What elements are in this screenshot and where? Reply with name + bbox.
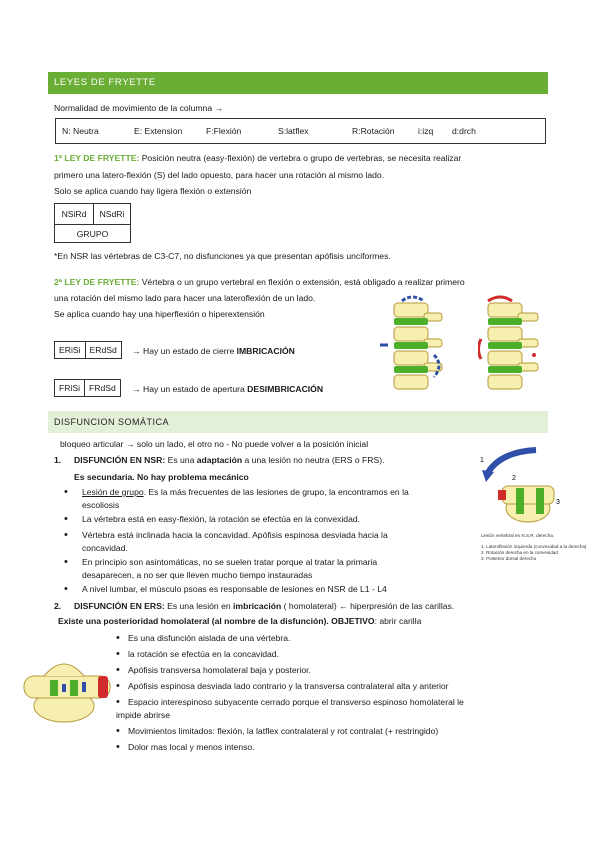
box-cell: FRdSd (89, 383, 116, 393)
legend-item: F:Flexión (206, 126, 242, 136)
figure-label-2: 2 (512, 475, 516, 482)
nsr-bullet-4: En principio son asintomáticas, no se suelen tratar porque al tratar la primaria (82, 557, 378, 567)
bullet-dot: • (64, 556, 68, 568)
row-bold: DESIMBRICACIÓN (247, 384, 324, 394)
normalidad-text: Normalidad de movimiento de la columna → (54, 103, 224, 113)
ers-vertebra-figure (14, 632, 122, 728)
bullet-dot: • (64, 513, 68, 525)
ley2-title: 2ª LEY DE FRYETTE: (54, 277, 140, 287)
bullet-dot: • (116, 741, 120, 753)
nsr-text: Es una (165, 455, 197, 465)
box-cell: ERiSi (55, 342, 86, 358)
grupo-cell: NSiRd (55, 204, 94, 224)
legend-item: S:latflex (278, 126, 309, 136)
row-text: → Hay un estado de apertura (132, 384, 248, 394)
ers-bullet-3: Apófisis transversa homolateral baja y posterior. (128, 665, 311, 675)
nsr-bullet-1 (82, 486, 409, 498)
ers-bullet-4: Apófisis espinosa desviada lado contrario y la transversa contralateral alta y anterior (128, 681, 449, 691)
ley1-text: Posición neutra (easy-flexión) de vertebra o grupo de vertebras, se necesita realizar (139, 153, 462, 163)
legend-item: N: Neutra (62, 126, 99, 136)
imbricacion-text (132, 345, 295, 357)
ley2-line3: Se aplica cuando hay una hiperflexión o hiperextensión (54, 309, 265, 319)
caption-title: Lesión vertebral en N.S.R. derecha. (481, 533, 555, 538)
nsr-figure-caption (481, 533, 586, 562)
nsr-bullet-3: Vértebra está inclinada hacia la concavidad. Apófisis espinosa desviada hacia la (82, 530, 388, 540)
ley2-text: Vértebra o un grupo vertebral en flexión o extensión, está obligado a realizar primero (139, 277, 465, 287)
ers-bullet-1: Es una disfunción aislada de una vértebra. (128, 633, 291, 643)
ley1-title: 1ª LEY DE FRYETTE: (54, 153, 140, 163)
box-cell: FRiSi (55, 380, 85, 396)
nsr-bullet-5: A nivel lumbar, el músculo psoas es responsable de lesiones en NSR de L1 - L4 (82, 584, 387, 594)
legend-item: d:drch (452, 126, 476, 136)
nsr-bullet-4-cont: desaparecen, a no ser que lleven mucho tiempo instauradas (82, 570, 313, 580)
legend-item: R:Rotación (352, 126, 395, 136)
imbricacion-box (54, 341, 122, 359)
ers-bullet-2: la rotación se efectúa en la concavidad. (128, 649, 279, 659)
bullet-dot: • (64, 583, 68, 595)
legend-item: i:izq (418, 126, 434, 136)
bullet-text: . Es la más frecuentes de las lesiones de grupo, la encontramos en la (143, 487, 409, 497)
bullet-dot: • (116, 696, 120, 708)
bullet-dot: • (64, 486, 68, 498)
desimbricacion-box (54, 379, 121, 397)
ers-bullet-5-cont: impide abrirse (116, 710, 170, 720)
ley1-line3: Solo se aplica cuando hay ligera flexión o extensión (54, 186, 252, 196)
nsr-bullet-2: La vértebra está en easy-flexión, la rotación se efectúa en la convexidad. (82, 514, 361, 524)
ers-text: Es una lesión en (164, 601, 234, 611)
figure-label-1: 1 (480, 457, 484, 464)
spine-red-illustration (478, 295, 558, 395)
nsr-bullet-1-cont: escoliosis (82, 500, 120, 510)
bullet-dot: • (116, 648, 120, 660)
desimbricacion-text (132, 383, 323, 395)
section-header-disfuncion: DISFUNCION SOMÁTICA (48, 411, 548, 433)
ley1-line1 (54, 152, 461, 164)
nsr-bullet-3-cont: concavidad. (82, 543, 128, 553)
legend-box (55, 118, 546, 144)
nsr-vertebra-figure (476, 446, 566, 530)
bloqueo-text: bloqueo articular → solo un lado, el otro no - No puede volver a la posición inicial (60, 439, 369, 449)
grupo-box (54, 203, 131, 243)
ley2-line2: una rotación del mismo lado para hacer una lateroflexión de un lado. (54, 293, 316, 303)
ers-bullet-7: Dolor mas local y menos intenso. (128, 742, 255, 752)
figure-label-3: 3 (556, 499, 560, 506)
ers-sub-bold: Existe una posterioridad homolateral (al nombre de la disfunción). OBJETIVO (58, 616, 375, 626)
ers-bold: imbricación (233, 601, 282, 611)
ley1-note: *En NSR las vértebras de C3-C7, no disfunciones ya que presentan apófisis unciformes. (54, 251, 391, 261)
bullet-dot: • (64, 529, 68, 541)
ers-sub-text: : abrir carilla (374, 616, 422, 626)
bullet-dot: • (116, 632, 120, 644)
ers-text: ( homolateral) ← hiperpresión de las carillas. (281, 601, 455, 611)
ers-number: 2. (54, 601, 62, 611)
grupo-caption: GRUPO (76, 229, 109, 239)
ers-title: DISFUNCIÓN EN ERS: (74, 601, 165, 611)
ers-sub (58, 615, 421, 627)
ers-title-line (74, 600, 454, 612)
grupo-cell: NSdRi (99, 209, 125, 219)
section-header-fryette: LEYES DE FRYETTE (48, 72, 548, 94)
nsr-number: 1. (54, 455, 62, 465)
bullet-dot: • (116, 664, 120, 676)
ers-bullet-6: Movimientos limitados: flexión, la latflex contralateral y rot contralat (+ restringido) (128, 726, 439, 736)
box-cell: ERdSd (89, 345, 117, 355)
ers-bullet-5: Espacio interespinoso subyacente cerrado porque el transverso espinoso homolateral le (128, 697, 464, 707)
nsr-title: DISFUNCIÓN EN NSR: (74, 455, 166, 465)
nsr-bold: adaptación (196, 455, 243, 465)
caption-line: 3. Posterior dorsal derecho (481, 556, 537, 561)
spine-blue-illustration (374, 295, 454, 395)
nsr-title-line (74, 454, 384, 466)
nsr-text: a una lesión no neutra (ERS o FRS). (242, 455, 385, 465)
bullet-dot: • (116, 725, 120, 737)
bullet-dot: • (116, 680, 120, 692)
ley1-line2: primero una latero-flexión (S) del lado opuesto, para hacer una rotación al mismo lado. (54, 170, 385, 180)
caption-line: 1. Lateroflexión izquierda (convexidad a la derecha) (481, 544, 587, 549)
row-bold: IMBRICACIÓN (236, 346, 295, 356)
legend-item: E: Extension (134, 126, 183, 136)
row-text: → Hay un estado de cierre (132, 346, 237, 356)
underlined-text: Lesión de grupo (82, 487, 144, 497)
nsr-sub: Es secundaria. No hay problema mecánico (74, 472, 249, 482)
caption-line: 2. Rotación derecha en la convexidad (481, 550, 558, 555)
ley2-line1 (54, 276, 465, 288)
